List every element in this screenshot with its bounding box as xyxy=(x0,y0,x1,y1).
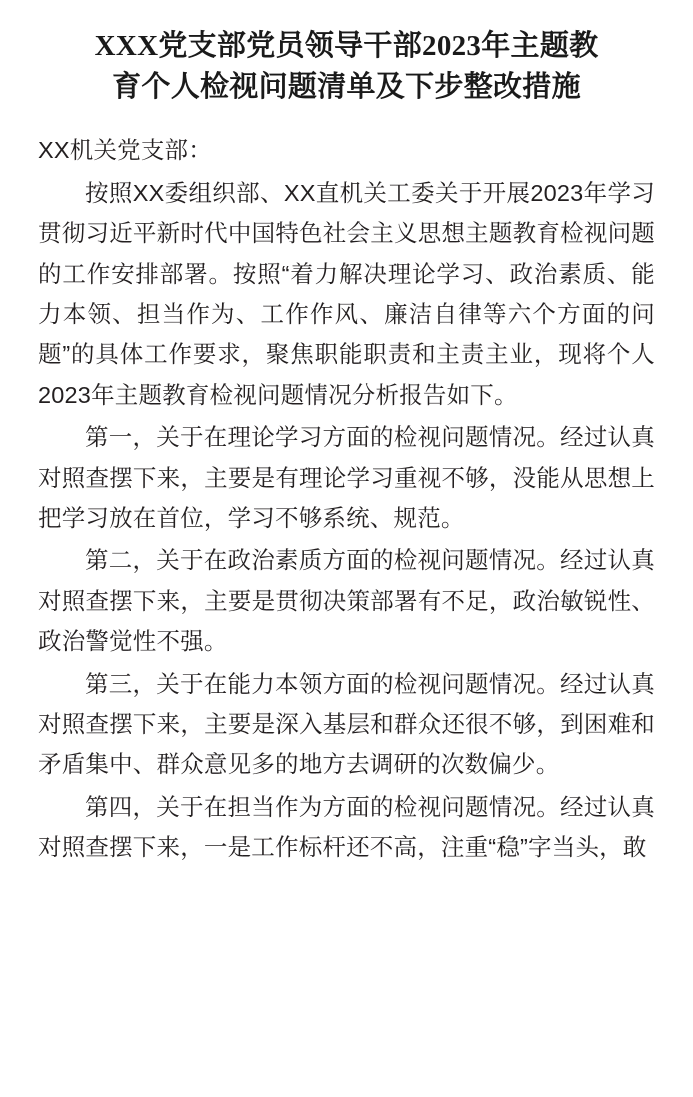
title-year: 2023 xyxy=(422,30,482,62)
title-tail: 年主题教 xyxy=(481,30,599,62)
paragraph-item-2: 第二，关于在政治素质方面的检视问题情况。经过认真对照查摆下来，主要是贯彻决策部署有不足，政治敏锐性、政治警觉性不强。 xyxy=(38,547,655,655)
title-rest: 党支部党员领导干部 xyxy=(158,30,423,62)
paragraph-salutation: XX机关党支部： xyxy=(38,137,212,164)
paragraph-intro: 按照XX委组织部、XX直机关工委关于开展2023年学习贯彻习近平新时代中国特色社会主义思想主题教育检视问题的工作安排部署。按照“着力解决理论学习、政治素质、能力本领、担当作为、工作作风、廉洁自律等六个方面的问题”的具体工作要求，聚焦职能职责和主责主业，现将个人2023年主题教育检视问题情况分析报告如下。 xyxy=(38,179,655,408)
title-line-2: 育个人检视问题清单及下步整改措施 xyxy=(112,71,581,104)
page-title xyxy=(38,26,655,108)
title-prefix: XXX xyxy=(94,30,159,62)
paragraph-item-4: 第四，关于在担当作为方面的检视问题情况。经过认真对照查摆下来，一是工作标杆还不高，注重“稳”字当头，敢 xyxy=(38,793,655,861)
paragraph-item-1: 第一，关于在理论学习方面的检视问题情况。经过认真对照查摆下来，主要是有理论学习重视不够，没能从思想上把学习放在首位，学习不够系统、规范。 xyxy=(38,424,655,531)
paragraph-item-3: 第三，关于在能力本领方面的检视问题情况。经过认真对照查摆下来，主要是深入基层和群众还很不够，到困难和矛盾集中、群众意见多的地方去调研的次数偏少。 xyxy=(38,670,655,778)
document-body xyxy=(38,130,655,867)
